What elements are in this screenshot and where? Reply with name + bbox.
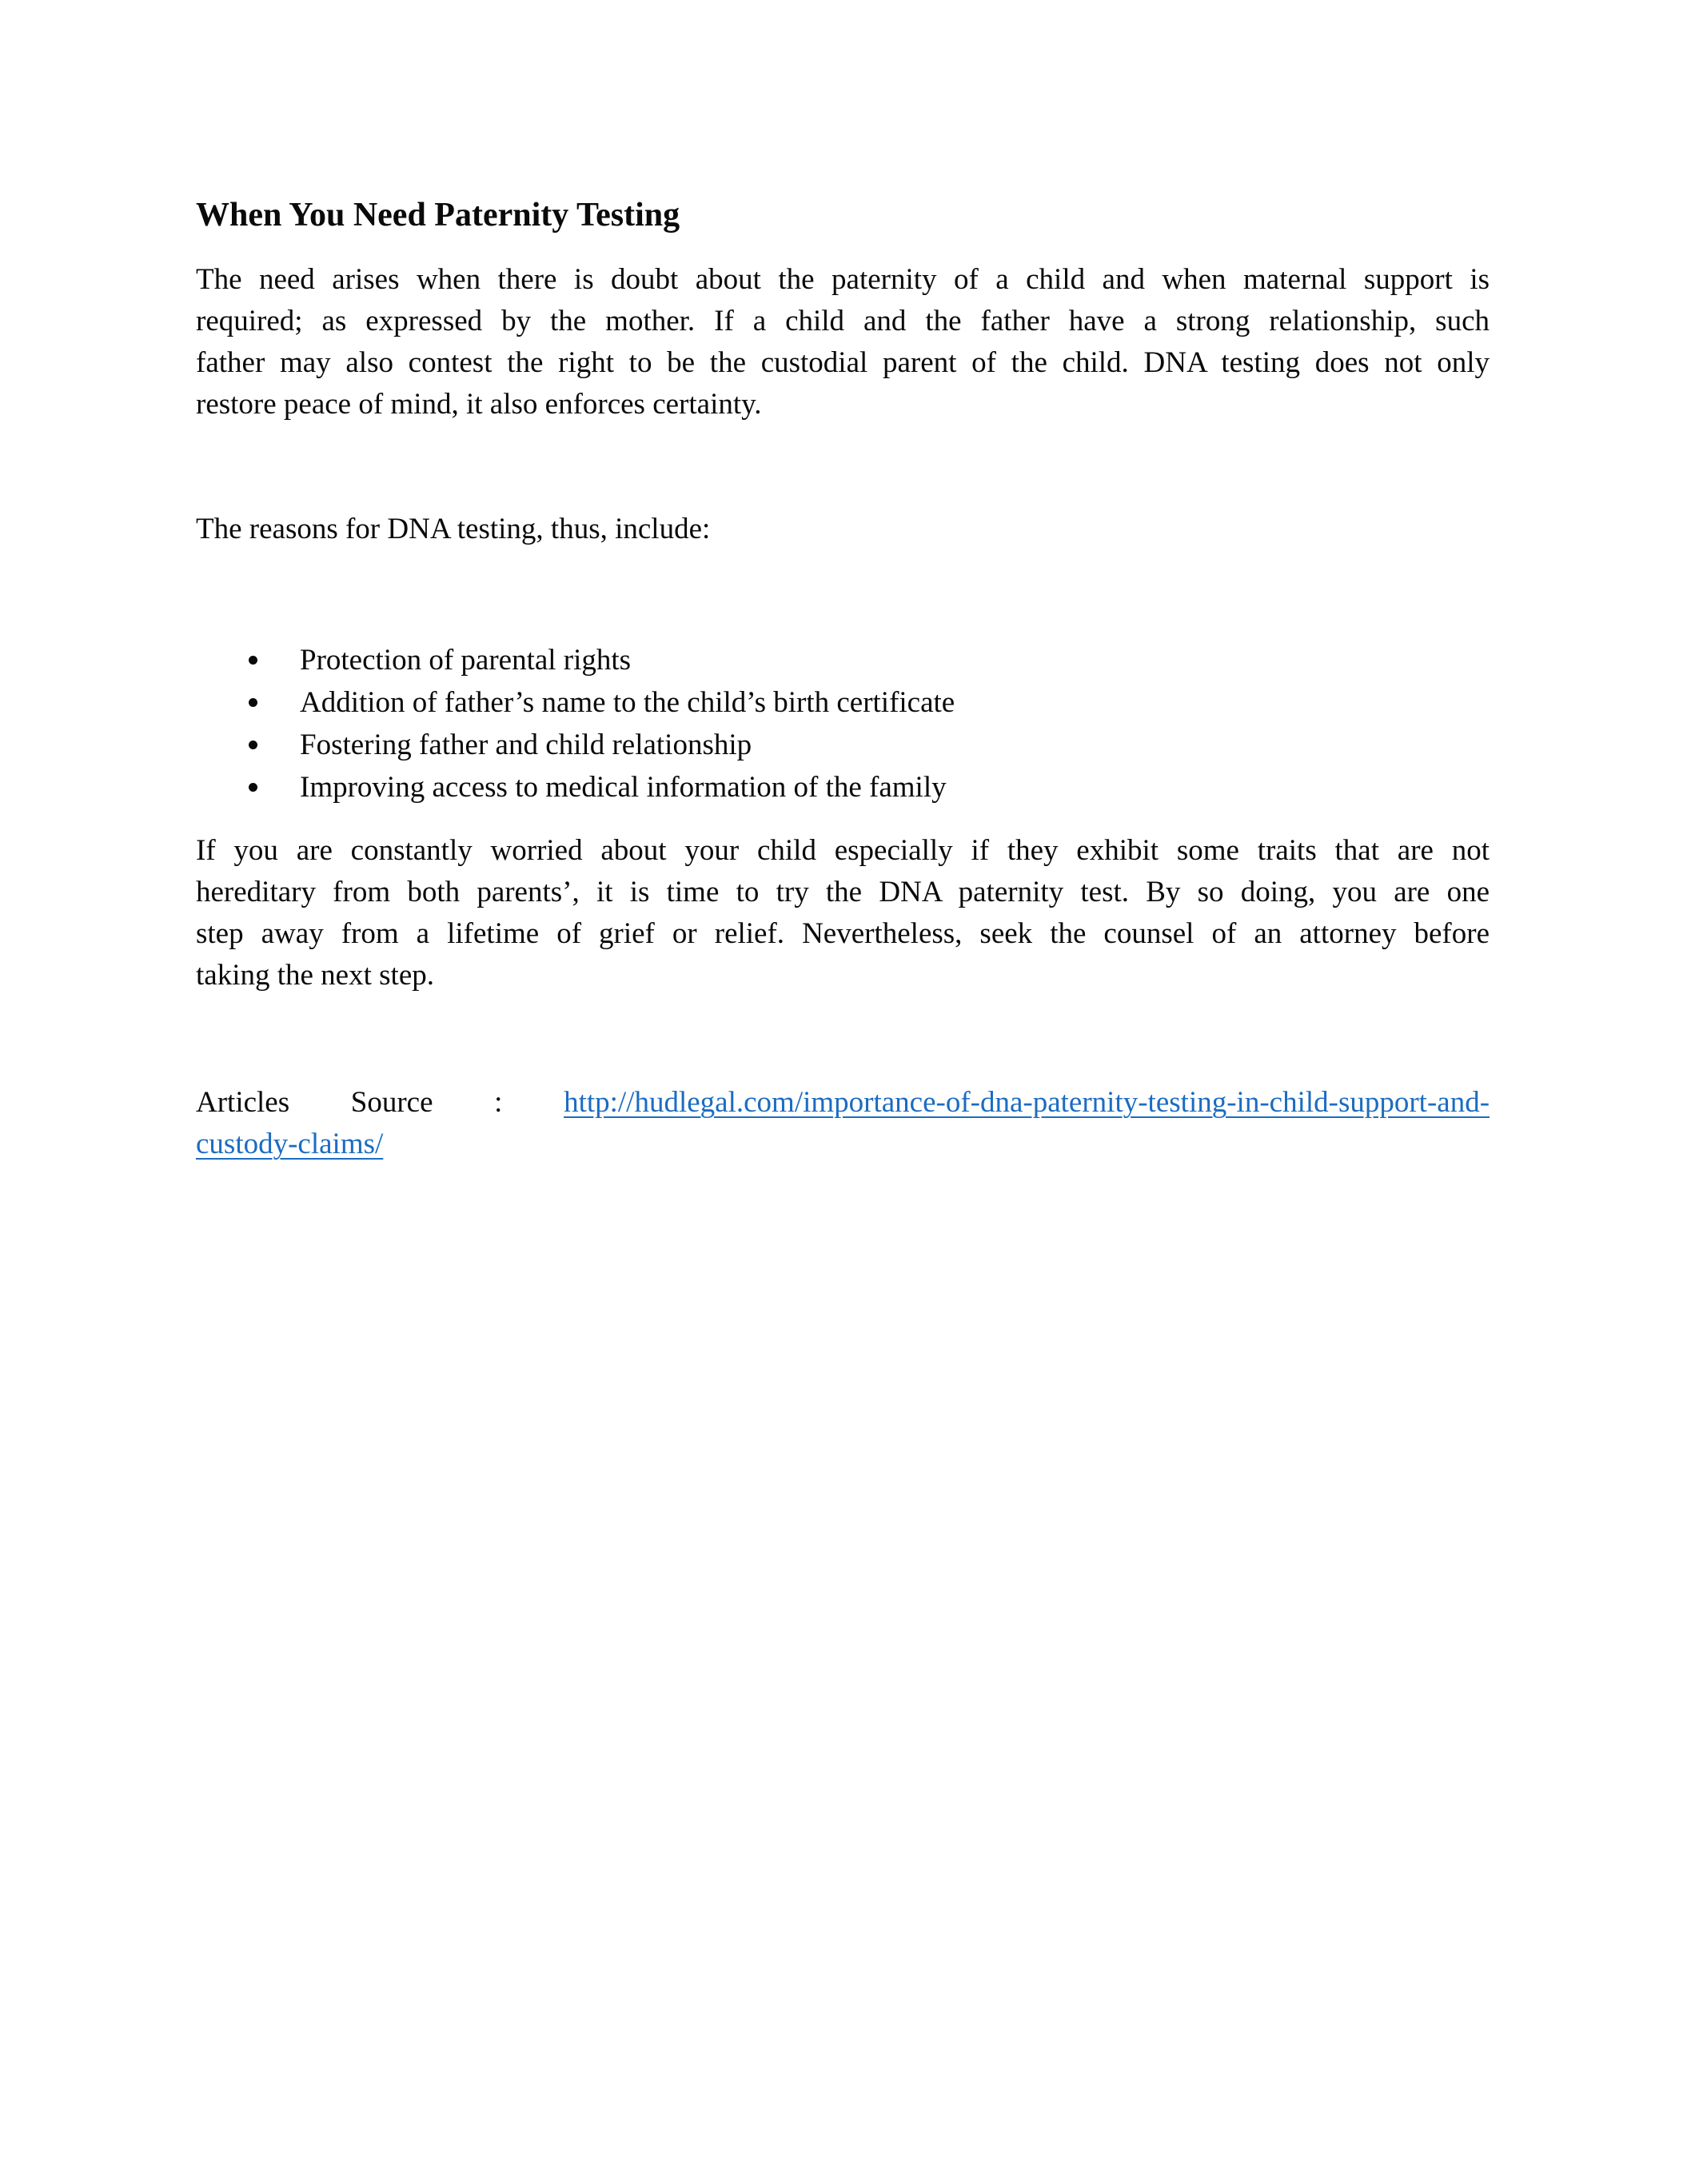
list-item bbox=[196, 766, 1490, 809]
paragraph-line: step away from a lifetime of grief or relief. Nevertheless, seek the counsel of an attorney before bbox=[196, 917, 1490, 950]
bullet-icon bbox=[249, 783, 257, 792]
source-label: Articles Source : bbox=[196, 1086, 503, 1119]
source-link[interactable]: http://hudlegal.com/importance-of-dna-paternity-testing-in-child-support-and- bbox=[564, 1086, 1490, 1119]
bullet-icon bbox=[249, 656, 257, 665]
document-content bbox=[196, 0, 1490, 1165]
reasons-intro: The reasons for DNA testing, thus, include: bbox=[196, 513, 711, 545]
list-item-text: Protection of parental rights bbox=[300, 644, 632, 677]
paragraph-line: If you are constantly worried about your child especially if they exhibit some traits that are not bbox=[196, 834, 1490, 867]
bullet-icon bbox=[249, 698, 257, 707]
bullet-icon bbox=[249, 741, 257, 749]
source-line-continued bbox=[196, 1124, 1490, 1165]
list-item bbox=[196, 639, 1490, 681]
source-line bbox=[196, 1082, 1490, 1124]
paragraph-need-arises bbox=[196, 259, 1490, 425]
list-item-text: Addition of father’s name to the child’s birth certificate bbox=[300, 686, 955, 719]
list-item bbox=[196, 724, 1490, 766]
paragraph-line: restore peace of mind, it also enforces certainty. bbox=[196, 388, 762, 421]
paragraph-line: hereditary from both parents’, it is time to try the DNA paternity test. By so doing, you are one bbox=[196, 876, 1490, 908]
paragraph-line: taking the next step. bbox=[196, 959, 434, 992]
paragraph-line: father may also contest the right to be the custodial parent of the child. DNA testing does not only bbox=[196, 346, 1490, 379]
paragraph-advice bbox=[196, 830, 1490, 996]
list-item-text: Improving access to medical information of the family bbox=[300, 771, 947, 804]
source-link-continued[interactable]: custody-claims/ bbox=[196, 1128, 384, 1160]
page-title: When You Need Paternity Testing bbox=[196, 197, 680, 234]
list-item-text: Fostering father and child relationship bbox=[300, 729, 752, 761]
reasons-list bbox=[196, 639, 1490, 809]
paragraph-line: The need arises when there is doubt about the paternity of a child and when maternal support is bbox=[196, 263, 1490, 296]
paragraph-line: required; as expressed by the mother. If a child and the father have a strong relationship, such bbox=[196, 305, 1490, 337]
list-item bbox=[196, 681, 1490, 724]
